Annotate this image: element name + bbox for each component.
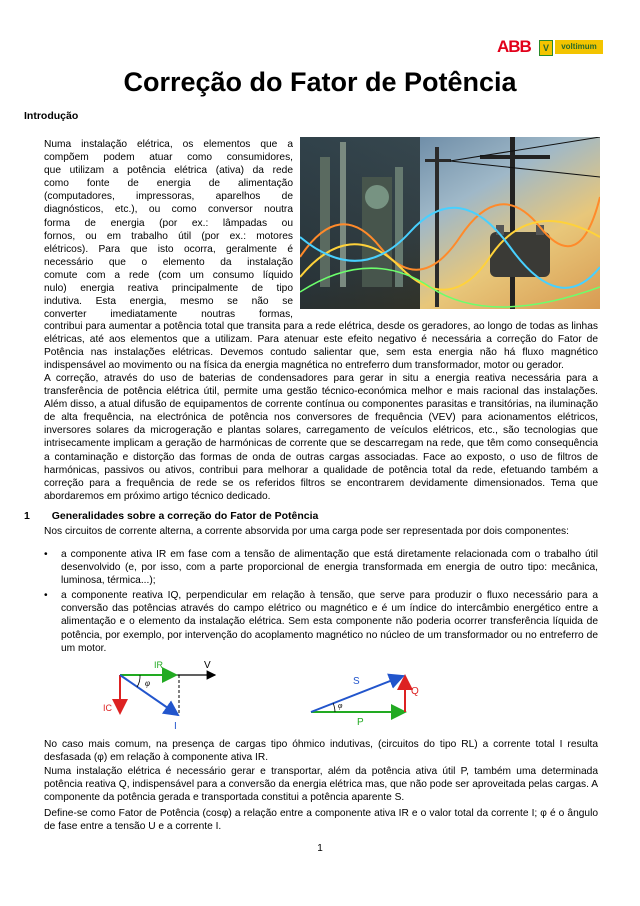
intro-line: diagnósticos, etc.), ou como conversor noutra — [44, 204, 293, 216]
intro-paragraph-2: A correção, através do uso de baterias de condensadores para gerar in situ a energia reativa necessária para a transferência de potência elétrica útil, permite uma gestão técnico-económica melhor e mais racional das instalações. Além disso, a atual difusão de equipamentos de corrente contínua ou componentes parasitas e transitórias, na iluminação de alta frequência, na electrónica de potência nos conversores de frequência (VEV) para acionamentos elétricos, inversores solares da microgeração e plantas solares, carregamento de veículos elétricos, etc., são tecnologias que intrisecamente implicam a geração de harmónicas de corrente que se descarregam na rede, que têm como consequência a contaminação e distorção das formas de onda de outras cargas associadas. Face ao exposto, o uso de filtros de harmónicas, passivos ou ativos, contribui para melhorar a qualidade de potência total da rede, efetuando também a correção para a frequência de rede se os referidos filtros se encontrarem devidamente dimensionados. Tema que abordaremos em próximo artigo técnico dedicado. — [44, 373, 598, 502]
intro-paragraph-1: contribui para aumentar a potência total que transita para a rede elétrica, desde os geradores, ao longo de todas as linhas elétricas, até aos elementos que a utilizam. Para atenuar este efeito negativo é necessária a correção do Fator de Potência nas instalações elétricas. Devemos contudo salientar que, sem esta energia não há fluxo magnético indispensável ao movimento ou na física da energia magnética no entreferro dum transformador, motor ou gerador. — [44, 321, 598, 372]
label-phi-triangle: φ — [338, 701, 343, 710]
intro-line: indutiva. Esta energia, mesmo se não se — [44, 296, 293, 308]
intro-wrap-text — [44, 138, 293, 321]
label-s: S — [353, 676, 360, 687]
label-p: P — [357, 717, 364, 728]
industrial-power-photo — [300, 137, 600, 309]
paragraph-reactive-power: Numa instalação elétrica é necessário gerar e transportar, além da potência ativa útil P, também uma determinada potência reativa Q, indispensável para a conversão da energia elétrica mas, que não pode ser aproveitada pelas cargas. A componente da potência gerada e transportada constitui a potência aparente S. — [44, 766, 598, 804]
intro-line: nulo) energia reativa principalmente de tipo — [44, 283, 293, 295]
intro-line: comute com a rede (com um consumo líquido — [44, 269, 293, 281]
section-1-number: 1 — [24, 510, 30, 522]
label-ir: IR — [154, 660, 163, 670]
intro-line: elétricos). Para que isto ocorra, geralmente é — [44, 243, 293, 255]
current-phasor-diagram — [100, 655, 225, 735]
label-q: Q — [411, 686, 419, 697]
abb-voltimum-logo — [497, 37, 609, 57]
section-1-heading — [24, 510, 318, 523]
voltimum-logo-text: voltimum — [555, 40, 603, 54]
component-bullet-list — [44, 548, 598, 657]
list-item: • a componente ativa IR em fase com a tensão de alimentação que está diretamente relacionada com o trabalho útil desenvolvido (e, por isso, com a parte proporcional de energia transformada em energia de outro tipo: mecânica, luminosa, térmica...); — [44, 549, 598, 587]
label-v: V — [204, 660, 211, 671]
section-1-lead: Nos circuitos de corrente alterna, a corrente absorvida por uma carga pode ser representada por dois componentes: — [44, 526, 569, 537]
section-1-title: Generalidades sobre a correção do Fator de Potência — [51, 510, 319, 522]
label-phi: φ — [145, 678, 150, 688]
label-i: I — [174, 721, 177, 732]
voltimum-badge: V — [539, 40, 553, 56]
intro-line: compõem podem atuar como consumidores, — [44, 152, 293, 164]
intro-line: que utilizam a potência elétrica (ativa) da rede — [44, 165, 293, 177]
intro-line: como fonte de energia de alimentação — [44, 178, 293, 190]
intro-line: converter imediatamente noutras formas, — [44, 309, 293, 321]
paragraph-rl-loads: No caso mais comum, na presença de cargas tipo óhmico indutivas, (circuitos do tipo RL) a corrente total I resulta desfasada (φ) em relação à componente ativa IR. — [44, 739, 598, 764]
power-triangle-diagram — [305, 670, 430, 730]
intro-line: Numa instalação elétrica, os elementos que a — [44, 139, 293, 150]
abb-logo-text: ABB — [497, 37, 531, 56]
intro-line: (computadores, impressoras, aparelhos de — [44, 191, 293, 203]
intro-heading: Introdução — [24, 110, 79, 122]
intro-line: forma de energia (por ex.: lâmpadas ou — [44, 217, 293, 229]
label-ic: IC — [103, 703, 112, 713]
page-title: Correção do Fator de Potência — [123, 67, 517, 97]
intro-line: fornos, ou em trabalho útil (por ex.: motores — [44, 230, 293, 242]
intro-line: necessário que o elemento da instalação — [44, 256, 293, 268]
page-number: 1 — [317, 843, 323, 854]
paragraph-power-factor-definition: Define-se como Fator de Potência (cosφ) a relação entre a componente ativa IR e o valor total da corrente I; φ é o ângulo de fase entre a tensão U e a corrente I. — [44, 808, 598, 833]
list-item: • a componente reativa IQ, perpendicular em relação à tensão, que serve para produzir o fluxo necessário para a conversão das potências através do campo elétrico ou magnético e é um índice do intercâmbio energético entre a alimentação e o elemento da instalação elétrica. Sem esta componente não poderia ocorrer transferência líquida de potência, por exemplo, por intervenção do acoplamento magnético no núcleo de um transformador ou no entreferro de um motor. — [44, 590, 598, 654]
